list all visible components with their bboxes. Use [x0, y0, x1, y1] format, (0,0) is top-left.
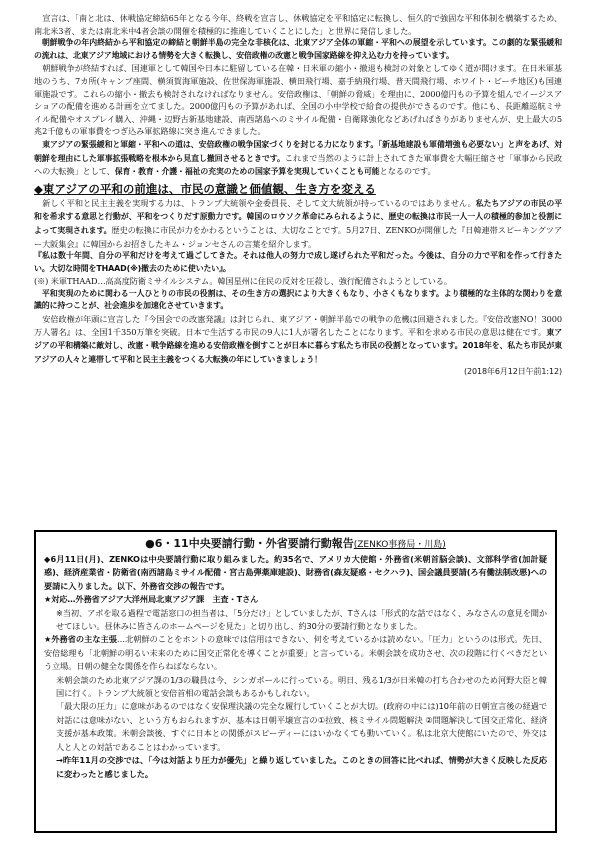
paragraph: 朝鮮戦争が終結すれば、国連軍として韓国や日本に駐留している在韓・日米軍の縮小・撤退も検討の対象としてゆく道が開けます。在日米軍基地のうち、7カ所(キャンプ座間、横須賀海軍施設、佐世保海軍施設、横田飛行場、嘉手納飛行場、普天間飛行場、ホワイト・ビーチ地区)も国連軍施設です。これらの縮小・撤去も検討されなければなりません。安倍政権は、「朝鮮の脅威」を理由に、2000億円もの予算を組んでイージスアショアの配備を進める計画を立てました。2000億円もの予算があれば、全国の小中学校で給食の提供ができるのです。他にも、長距離巡航ミサイル配備やオスプレイ購入、沖縄・辺野古新基地建設、南西諸島へのミサイル配備・自衛隊強化などあげればきりがありませんが、史上最大の5兆2千億もの軍事費をつぎ込み軍拡路線に突き進んできました。 — [34, 63, 562, 137]
paragraph-bold: 平和実現のために関わる一人ひとりの市民の役割は、その生き方の選択により大きくもなり、小さくもなります。より積極的な主体的な関わりを意識的に持つことが、社会進歩を加速化させていきます。 — [34, 288, 562, 311]
section-heading: ◆東アジアの平和の前進は、市民の意識と価値観、生き方を変える — [34, 181, 376, 196]
quote: 『私は数十年間、自分の平和だけを考えて過ごしてきた。それは他人の努力で成し遂げられた平和だった。今後は、自分の力で平和を作って行きたい。大切な時間をTHAAD(※)撤去のために使いたい』。 — [34, 251, 562, 273]
paragraph-mixed — [34, 197, 562, 250]
paragraph: 宣言は、「南と北は、休戦協定締結65年となる今年、終戦を宣言し、休戦協定を平和協定に転換し、恒久的で強固な平和体制を構築するため、南北米3者、または南北米中4者会談の開催を積極的に推進していくことにした」と世界に発信しました。 — [34, 13, 562, 36]
report-title-text: ●6・11中央要請行動・外省要請行動報告 — [145, 537, 354, 550]
report-paragraph: 「最大限の圧力」に意味があるのではなく安保理決議の完全な履行していくことが大切。(政府の中には)10年前の日朝宣言後の経過で対話には意味がない、という方もおられますが、基本は日朝平壌宣言の①拉致、核ミサイル問題解決 ②問題解決して国交正常化、経済支援が基本政策。米朝会談後、すぐに日本との関係がスピーディーにはいかなくても動いていく。私は北京大使館にいたので、外交は人と人との対話であることはわかっています。 — [56, 701, 547, 752]
bold-run: 保育・教育・介護・福祉の充実のための国家予算を実現していくことも可能 — [114, 167, 380, 177]
report-paragraph: 米朝会談のため北東アジア課の1/3の職員は今、シンガポールに行っている。明日、残る1/3が日米韓の打ち合わせのため河野大臣と韓国に行く。トランプ大統領と安倍首相の電話会談もあるかもしれない。 — [56, 674, 547, 699]
bold-run: 東アジアの平和構築に敵対し、改憲・戦争路線を進める安倍政権を倒すことが日本に暮らす私たち市民の役割となっています。2018年を、私たち市民が東アジアの人々と連帯して平和と民主主義をつくる大転換の年にしていきましょう！ — [34, 327, 562, 364]
footnote: (※) 米軍THAAD…高高度防衛ミサイルシステム。韓国星州に住民の反対を圧殺し、強行配備されようとしている。 — [34, 276, 452, 287]
paragraph-mixed — [34, 138, 562, 179]
report-paragraph: ◆6月11日(月)、ZENKOは中央要請行動に取り組みました。約35名で、アメリカ大使館・外務省(米朝首脳会談)、文部科学省(加計疑惑)、経済産業省・防衛省(南西諸島ミサイル配備・宮古島弾薬庫建設)、財務省(森友疑惑・セクハラ)、国会議員要請(ろ有働法制改悪)への要請に入りました。以下、外務省交渉の報告です。 — [44, 554, 547, 591]
report-paragraph — [44, 633, 547, 673]
report-box — [34, 530, 557, 833]
text-run: 新しく平和と民主主義を実現する力は、トランプ大統領や金委員長、そして文大統領が持っているのではありません。 — [42, 197, 476, 208]
paragraph-mixed — [34, 313, 562, 366]
text-run: となるのです。 — [379, 166, 436, 177]
text-run: …北朝鮮のことをホントの意味では信用はできない、何を考えているかは読めない。「圧力」というのは形式。先日、安倍総理も「北朝鮮の明るい未来のために国交正常化を導くことが重要」と言っている。米朝会談を成功させ、次の段階に行くべきだという立場。日朝の健全な関係を作らねばならない。 — [44, 634, 547, 672]
timestamp: (2018年6月12日午前1:12) — [463, 367, 562, 377]
bold-run: 私たちアジアの市民の平和を希求する意思と行動が、平和をつくりだす原動力です。韓国のロウソク革命にみられるように、歴史の転換は市民一人一人の積極的参加と役割によって実現されます。 — [34, 198, 562, 235]
text-run: 歴史の転換に市民が力をかわるということは、大切なことです。5月27日、ZENKOが開催した『日韓連帯スピーキングツアー大阪集会』に韓国からお招きしたキム・ジョンセさんの言葉を紹介します。 — [34, 224, 562, 249]
main-article — [34, 12, 562, 379]
report-paragraph: ★対応…外務省アジア大洋州局北東アジア課 主査・Tさん — [44, 594, 259, 605]
text-run: 安倍政権が年頭に宣言した『今国会での改憲発議』は封じられ、東アジア・朝鮮半島での戦争の危機は回避されました。『安倍改憲NO！3000万人署名』は、全国1千350万筆を突破。日本で生活する市民の9人に1人が署名したことになります。平和を求める市民の意思は健在です。 — [34, 314, 562, 337]
report-title — [44, 536, 547, 553]
bold-run: 東アジアの緊張緩和と軍縮・平和への道は、安倍政権の戦争国家づくりを封じる力になります。「新基地建設も軍備増強も必要ない」と声をあげ、対朝鮮を理由にした軍事拡張戦略を根本から見直し撤回させるときです。 — [34, 139, 562, 163]
paragraph-bold: 朝鮮戦争の年内終結から平和協定の締結と朝鮮半島の完全な非核化は、北東アジア全体の軍縮・平和への展望を示しています。この劇的な緊張緩和の流れは、北東アジア地域における情勢を大きく転換し、安倍政権の改憲と戦争国家路線を抑え込む力を持っています。 — [34, 38, 562, 60]
report-paragraph: →昨年11月の交渉では、「今は対話より圧力が優先」と繰り返していました。このときの回答に比べれば、情勢が大きく反映した反応に変わったと感じました。 — [56, 755, 547, 779]
bold-run: ★外務省の主な主張 — [44, 634, 117, 645]
report-author: (ZENKO事務局・川島) — [353, 540, 446, 550]
text-run: これまで当然のように計上されてきた軍事費を大幅圧縮させ「軍事から民政への大転換」として、 — [34, 152, 562, 177]
report-paragraph: ※当初、アポを取る過程で電話窓口の担当者は、「5分だけ」としていましたが、Tさんは「形式的な話ではなく、みなさんの意見を聞かせてほしい。昼休みに皆さんのホームページを見た」と切り出し、約30分の要請行動となりました。 — [56, 607, 547, 632]
